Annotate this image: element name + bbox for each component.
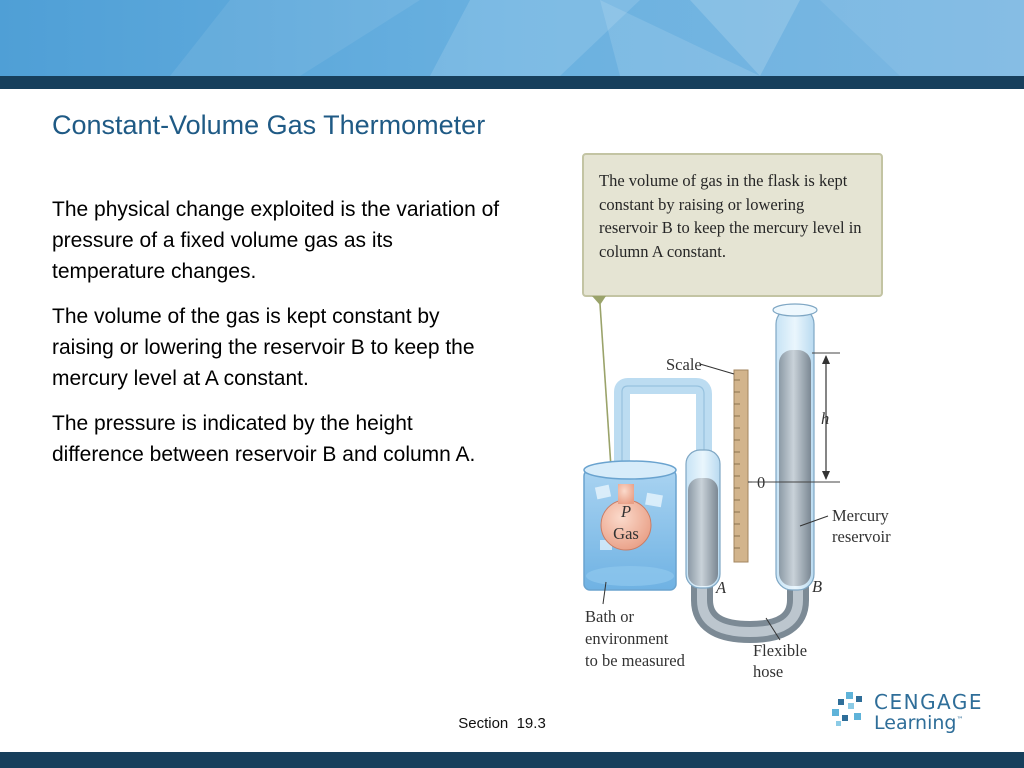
body-paragraph-3: The pressure is indicated by the height difference between reservoir B and column A.: [52, 412, 476, 466]
banner-graphic: [0, 0, 1024, 76]
column-a-label: A: [716, 578, 727, 597]
header-stripe: [0, 76, 1024, 89]
thermometer-diagram: [560, 295, 930, 695]
logo-word-learning: [874, 712, 964, 734]
gas-label: Gas: [613, 524, 639, 543]
body-paragraph-1: The physical change exploited is the variation of pressure of a fixed volume gas as its temperature changes.: [52, 198, 500, 283]
hose-label-1: Flexible: [753, 641, 808, 660]
bath-label-2: environment: [585, 629, 669, 648]
height-label: h: [821, 409, 830, 428]
logo-word-cengage: CENGAGE: [874, 690, 984, 714]
slide-title: Constant-Volume Gas Thermometer: [52, 110, 486, 140]
footer-section-label: Section 19.3: [458, 715, 546, 732]
cengage-logo: [832, 688, 982, 738]
callout-pointer: [592, 296, 606, 305]
bath-label-3: to be measured: [585, 651, 685, 670]
figure-callout: The volume of gas in the flask is kept constant by raising or lowering reservoir B to keep the mercury level in column A constant.: [582, 153, 883, 297]
bath-label-1: Bath or: [585, 607, 635, 626]
mercury-reservoir-label-1: Mercury: [832, 506, 889, 525]
body-text: [52, 194, 507, 484]
mercury-reservoir-label-2: reservoir: [832, 527, 891, 546]
zero-mark-label: 0: [757, 473, 766, 492]
body-paragraph-2: The volume of the gas is kept constant by raising or lowering the reservoir B to keep the mercury level at A constant.: [52, 305, 475, 390]
reservoir-b-label: B: [812, 577, 823, 596]
pressure-label: P: [620, 502, 632, 521]
logo-trademark: ™: [956, 715, 964, 724]
logo-word-learning-text: Learning: [874, 712, 957, 734]
footer-stripe: [0, 752, 1024, 768]
scale-ruler: [734, 370, 748, 562]
cengage-logo-icon: [832, 690, 870, 730]
hose-label-2: hose: [753, 662, 784, 681]
header-banner: [0, 0, 1024, 76]
scale-label: Scale: [666, 355, 702, 374]
